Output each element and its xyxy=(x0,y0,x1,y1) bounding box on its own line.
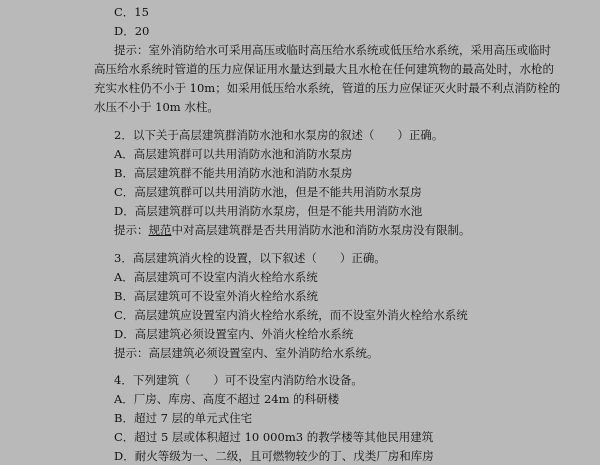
q2-option-b: B．高层建筑群不能共用消防水池和消防水泵房 xyxy=(114,166,353,180)
q2-stem: 2．以下关于高层建筑群消防水池和水泵房的叙述（ ）正确。 xyxy=(114,128,444,142)
q4-option-b: B．超过 7 层的单元式住宅 xyxy=(114,411,253,425)
q2-hint-rest: 中对高层建筑群是否共用消防水池和消防水泵房没有限制。 xyxy=(171,223,471,237)
q4-option-c: C．超过 5 层或体积超过 10 000m3 的教学楼等其他民用建筑 xyxy=(114,430,434,444)
q4-option-a: A．厂房、库房、高度不超过 24m 的科研楼 xyxy=(114,392,340,406)
q3-hint: 提示：高层建筑必须设置室内、室外消防给水系统。 xyxy=(114,346,379,360)
q3-option-b: B．高层建筑可不设室外消火栓给水系统 xyxy=(114,289,318,303)
q3-stem: 3．高层建筑消火栓的设置，以下叙述（ ）正确。 xyxy=(114,251,386,265)
q3-option-c: C．高层建筑应设置室内消火栓给水系统，而不设室外消火栓给水系统 xyxy=(114,308,468,322)
q3-option-a: A．高层建筑可不设室内消火栓给水系统 xyxy=(114,270,318,284)
prev-hint-line-4: 水压不小于 10m 水柱。 xyxy=(94,100,219,114)
prev-hint-line-1: 提示：室外消防给水可采用高压或临时高压给水系统或低压给水系统，采用高压或临时 xyxy=(114,43,551,57)
q2-option-a: A．高层建筑群可以共用消防水池和消防水泵房 xyxy=(114,147,353,161)
prev-option-d: D．20 xyxy=(114,24,150,38)
prev-hint-line-3: 充实水柱仍不小于 10m；如采用低压给水系统，管道的压力应保证灭火时最不利点消防栓的 xyxy=(94,81,561,95)
q2-hint xyxy=(114,221,471,239)
q2-hint-underlined: 规范 xyxy=(148,223,172,237)
prev-hint-line-2: 高压给水系统时管道的压力应保证用水量达到最大且水枪在任何建筑物的最高处时，水枪的 xyxy=(94,62,554,76)
prev-option-c: C．15 xyxy=(114,5,149,19)
q2-option-d: D．高层建筑群可以共用消防水泵房，但是不能共用消防水池 xyxy=(114,204,423,218)
q3-option-d: D．高层建筑必须设置室内、外消火栓给水系统 xyxy=(114,327,354,341)
q4-stem: 4．下列建筑（ ）可不设室内消防给水设备。 xyxy=(114,373,363,387)
q4-option-d: D．耐火等级为一、二级，且可燃物较少的丁、戊类厂房和库房 xyxy=(114,449,434,463)
q2-hint-prefix: 提示： xyxy=(114,223,149,237)
q2-option-c: C．高层建筑群可以共用消防水池，但是不能共用消防水泵房 xyxy=(114,185,422,199)
